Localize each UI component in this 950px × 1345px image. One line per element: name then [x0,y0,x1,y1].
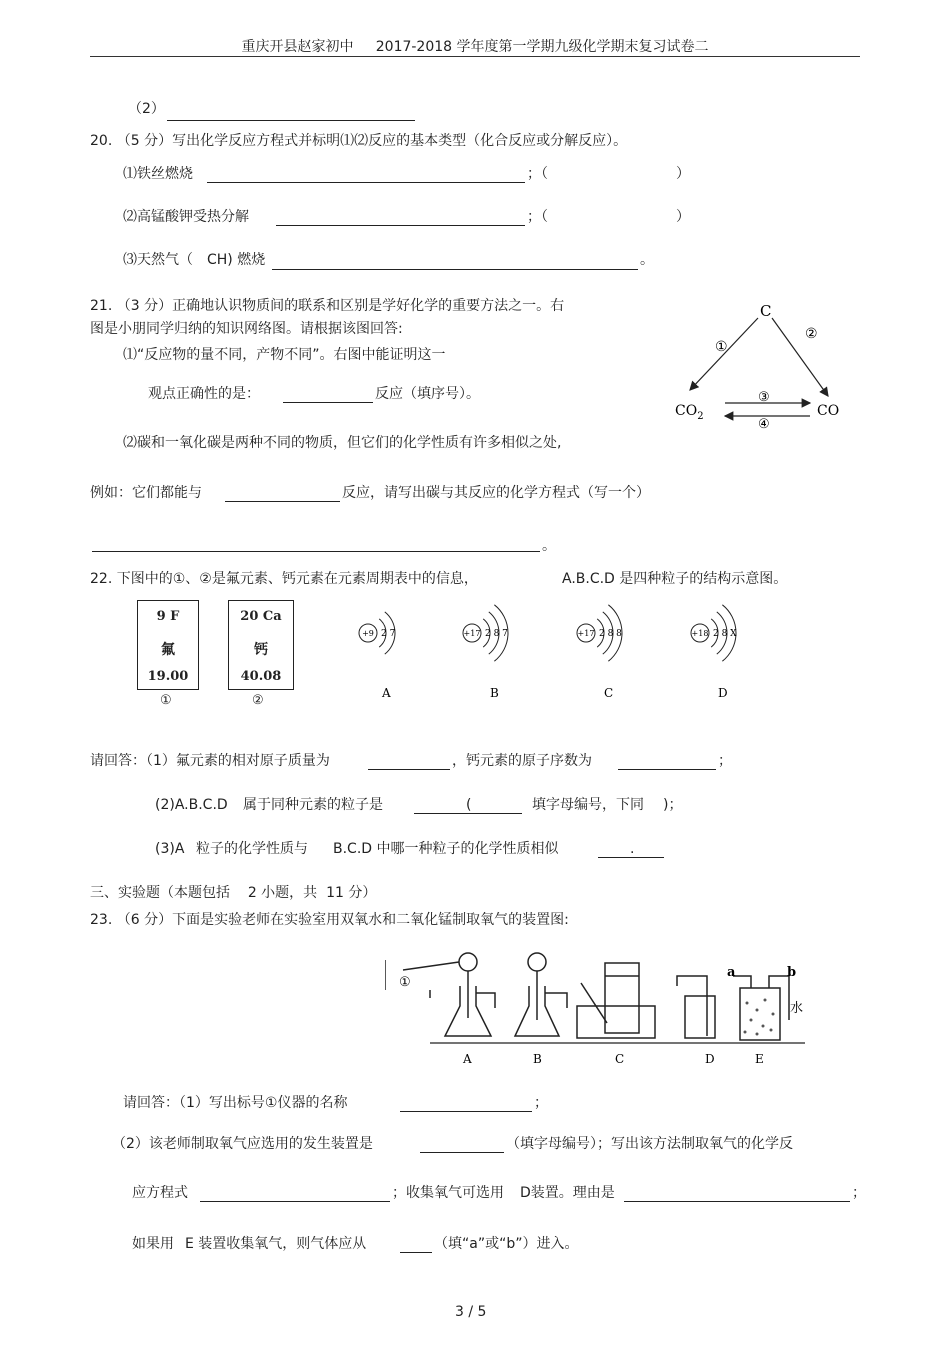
q21-blank3[interactable] [92,537,540,552]
calcium-tag: ② [252,693,264,708]
nucleus-charge: +9 [362,629,374,638]
q20-item2-semi: ；（ [527,209,548,225]
q22-ans3d: . [630,841,635,857]
q20-item2: ⑵高锰酸钾受热分解 [123,209,249,225]
oxygen-apparatus-diagram [385,948,825,1073]
q22-ans1a: 请回答：（1）氟元素的相对原子质量为 [90,753,330,769]
fluorine-name: 氟 [161,642,175,658]
node-co2: $CO_2$ [675,403,704,422]
fluorine-tag: ① [160,693,172,708]
q23-r3a: 应方程式 [132,1185,188,1201]
atom-diagram-d [691,605,737,700]
q23-r4a: 如果用 [132,1236,174,1252]
calcium-card [228,600,294,690]
atom-label: D [718,686,728,700]
q23-r3c: D装置。理由是 [520,1185,615,1201]
shell-electrons: 2 8 X [713,629,737,639]
water-label: 水 [790,1001,804,1016]
apparatus-label-a: A [463,1052,472,1066]
q19-blank[interactable] [167,106,415,121]
q23-r3b: ；收集氧气可选用 [392,1185,504,1201]
q20-item2-close: ） [676,209,690,225]
q23-blank1[interactable] [400,1097,532,1112]
q21-blank2[interactable] [225,487,340,502]
q22-ans3a: (3)A [155,841,185,857]
port-a: a [727,965,736,980]
nucleus-charge: +18 [691,629,709,638]
page-number: 3 / 5 [455,1304,487,1320]
q21-line4a: 观点正确性的是： [148,386,260,402]
q20-item3a: ⑶天然气（ [123,252,193,268]
q22-ans1c: ； [718,753,732,769]
atom-diagram-b [463,605,508,700]
shell-electrons: 2 8 8 [599,629,622,639]
carbon-network-diagram [660,298,860,433]
q22-ans3b: 粒子的化学性质与 [196,841,308,857]
q23-r1b: ； [534,1095,548,1111]
q23-stem: 23. （6 分）下面是实验老师在实验室用双氧水和二氧化锰制取氧气的装置图: [90,912,569,928]
atom-structure-diagrams [350,595,770,705]
arrow-2 [772,318,828,396]
q23-blank4[interactable] [624,1187,850,1202]
q22-blank2[interactable] [618,755,716,770]
q22-ans2a: (2)A.B.C.D [155,797,228,813]
shell-electrons: 2 8 7 [485,629,508,639]
atom-diagram-a [359,612,396,700]
q20-item1-close: ） [676,166,690,182]
q20-item3b: CH) 燃烧 [207,252,266,268]
fluorine-mass: 19.00 [147,669,189,684]
q22-ans3c: B.C.D 中哪一种粒子的化学性质相似 [333,841,559,857]
q21-end: 。 [542,538,556,554]
q22-ans1b: ，钙元素的原子序数为 [452,753,592,769]
calcium-number: 20 Ca [240,609,282,624]
q20-item3-end: 。 [640,252,654,268]
q22-ans2e: )； [663,797,683,813]
q21-line2: 图是小朋同学归纳的知识网络图。请根据该图回答: [90,321,403,337]
header-title: 2017-2018 学年度第一学期九级化学期末复习试卷二 [375,39,709,55]
atom-label: C [604,686,614,700]
q22-ans2c: ( [466,797,472,813]
nucleus-charge: +17 [463,629,481,638]
q23-blank2[interactable] [420,1138,504,1153]
instrument-mark: ① [399,975,411,990]
apparatus-label-d: D [705,1052,715,1066]
q23-r2a: （2）该老师制取氧气应选用的发生装置是 [112,1136,373,1152]
q22-blank1[interactable] [368,755,450,770]
fluorine-card [137,600,199,690]
q23-r3d: ； [852,1185,866,1201]
atom-label: B [490,686,499,700]
q20-item2-blank[interactable] [276,211,525,226]
q22-ans2b: 属于同种元素的粒子是 [243,797,383,813]
calcium-mass: 40.08 [240,669,282,684]
q23-blank3[interactable] [200,1187,390,1202]
apparatus-label-b: B [533,1052,542,1066]
q21-line3: ⑴“反应物的量不同，产物不同”。右图中能证明这一 [123,347,446,363]
shell-electrons: 2 7 [381,629,396,639]
atom-diagram-c [577,605,622,700]
header-rule [90,56,860,57]
apparatus-label-e: E [755,1052,764,1066]
q21-line1: 21. （3 分）正确地认识物质间的联系和区别是学好化学的重要方法之一。右 [90,298,565,314]
port-b: b [787,965,797,980]
q20-item1: ⑴铁丝燃烧 [123,166,193,182]
apparatus-label-c: C [615,1052,625,1066]
q23-blank5[interactable] [400,1238,432,1253]
label-1: ① [715,339,728,355]
q22-stem-a: 22. 下图中的①、②是氟元素、钙元素在元素周期表中的信息， [90,571,478,587]
label-2: ② [805,326,818,342]
nucleus-charge: +17 [577,629,595,638]
q21-blank1[interactable] [283,388,373,403]
calcium-name: 钙 [254,642,268,658]
header-school: 重庆开县赵家初中 [241,39,354,55]
label-3: ③ [758,390,770,405]
q21-line6b: 反应，请写出碳与其反应的化学方程式（写一个） [342,485,650,501]
q23-r4c: （填“a”或“b”）进入。 [434,1236,579,1252]
node-c: C [760,302,772,320]
node-co: CO [817,403,840,419]
q20-stem: 20. （5 分）写出化学反应方程式并标明⑴⑵反应的基本类型（化合反应或分解反应）。 [90,133,628,149]
atom-label: A [382,686,391,700]
q21-line6a: 例如：它们都能与 [90,485,202,501]
q20-item1-semi: ；（ [527,166,548,182]
label-4: ④ [758,417,770,432]
q22-stem-b: A.B.C.D 是四种粒子的结构示意图。 [562,571,788,587]
q19-label: （2） [128,101,165,117]
q20-item1-blank[interactable] [207,168,525,183]
q23-r4b: E 装置收集氧气，则气体应从 [185,1236,367,1252]
q20-item3-blank[interactable] [272,255,638,270]
atom-group [359,605,737,700]
separatory-funnel-bulb [459,953,477,971]
q23-r1a: 请回答：（1）写出标号①仪器的名称 [123,1095,348,1111]
q22-ans2d: 填字母编号，下同 [532,797,644,813]
fluorine-number: 9 F [156,609,180,624]
q21-line5: ⑵碳和一氧化碳是两种不同的物质，但它们的化学性质有许多相似之处, [123,435,562,451]
q23-r2b: （填字母编号）；写出该方法制取氧气的化学反 [506,1136,793,1152]
page-header [0,36,950,56]
section3-title: 三、实验题（本题包括 2 小题，共 11 分） [90,885,377,901]
q21-line4b: 反应（填序号）。 [375,386,480,402]
